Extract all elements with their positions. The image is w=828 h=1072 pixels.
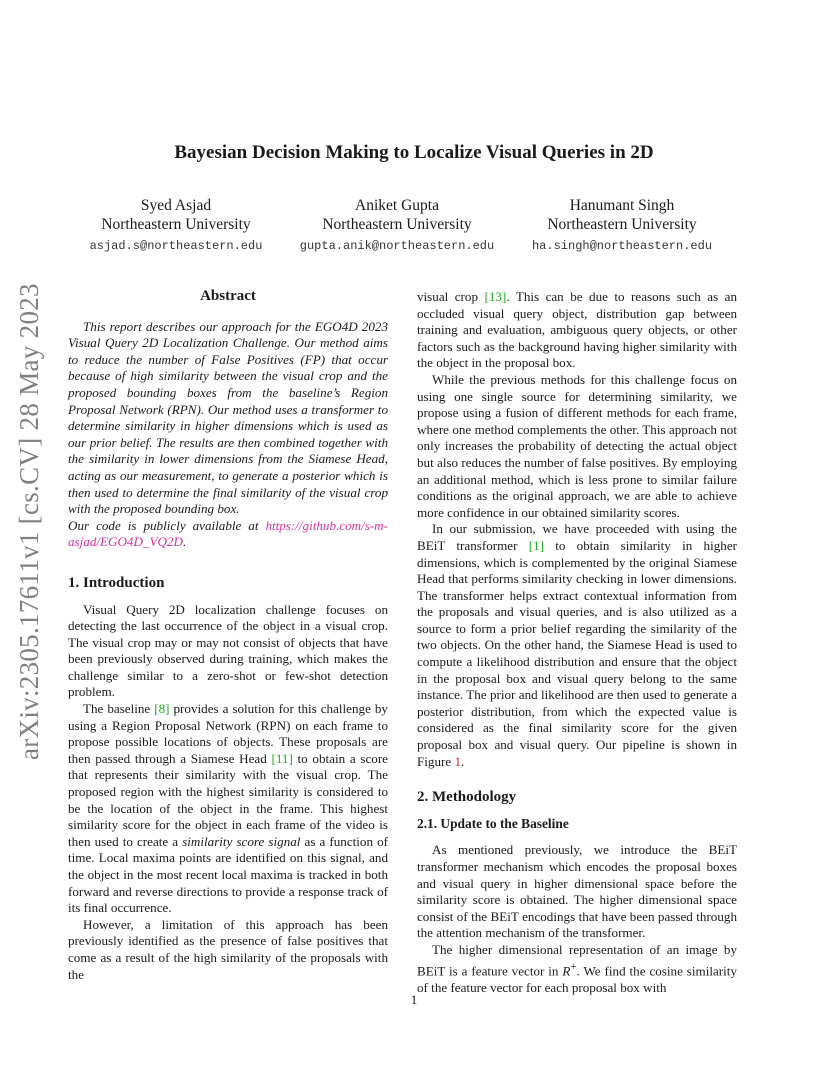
emphasis-text: similarity score signal bbox=[182, 833, 301, 849]
text-run: as a function of time. Local maxima points are identified on this signal, and the object in the most recent local maxima is tracked in both forward and reverse directions to provide a response track of its final occurrence. bbox=[68, 833, 389, 916]
text-run: . This can be due to reasons such as an occluded visual query object, distribution gap between training and evaluation, ambiguous query objects, or other factors such as the background having higher similarity with the object in the proposal box. bbox=[417, 289, 737, 371]
author-block bbox=[297, 196, 497, 256]
left-column bbox=[68, 288, 388, 983]
citation-link[interactable]: [8] bbox=[154, 701, 170, 717]
citation-link[interactable]: [11] bbox=[271, 750, 293, 766]
author-name: Aniket Gupta bbox=[355, 197, 439, 214]
author-email[interactable]: gupta.anik@northeastern.edu bbox=[299, 239, 495, 253]
text-run: . We find the cosine similarity of the feature vector for each proposal box with bbox=[417, 962, 737, 995]
text-run: In our submission, we have proceeded with using the BEiT transformer bbox=[417, 521, 737, 553]
abstract bbox=[68, 319, 388, 551]
author-affiliation: Northeastern University bbox=[322, 216, 472, 233]
author-affiliation: Northeastern University bbox=[547, 216, 697, 233]
text-run: provides a solution for this challenge by using a Region Proposal Network (RPN) on each frame to propose possible locations of objects. These proposals are then passed through a Siamese Head bbox=[68, 701, 388, 766]
author-name: Syed Asjad bbox=[140, 197, 212, 214]
method-paragraph: As mentioned previously, we introduce the BEiT transformer mechanism which encodes the proposal boxes and visual query in higher dimensional space before the similarity score is obtained. The higher dimensional space consist of the BEiT encodings that have been passed through the attention mechanism of the transformer. bbox=[417, 842, 737, 941]
text-run: . bbox=[461, 753, 465, 769]
page-number: 1 bbox=[410, 992, 418, 1007]
author-affiliation: Northeastern University bbox=[101, 216, 251, 233]
citation-link[interactable]: [1] bbox=[528, 537, 544, 553]
subsection-heading: 2.1. Update to the Baseline bbox=[417, 815, 569, 831]
intro-paragraph: However, a limitation of this approach has been previously identified as the presence of false positives that come as a result of the high similarity of the proposals with the bbox=[68, 916, 388, 982]
section-heading-methodology: 2. Methodology bbox=[417, 789, 517, 806]
code-availability-end: . bbox=[182, 534, 187, 550]
arxiv-identifier-stamp: arXiv:2305.17611v1 [cs.CV] 28 May 2023 bbox=[14, 283, 44, 760]
section-heading-introduction: 1. Introduction bbox=[68, 574, 165, 591]
intro-paragraph bbox=[417, 289, 737, 372]
text-run: visual crop bbox=[417, 289, 485, 304]
math-symbol: R bbox=[562, 962, 571, 978]
intro-paragraph bbox=[68, 701, 388, 917]
right-column bbox=[417, 289, 737, 996]
author-name: Hanumant Singh bbox=[569, 197, 675, 214]
figure-reference-link[interactable]: 1 bbox=[454, 753, 462, 769]
intro-paragraph bbox=[417, 521, 737, 770]
code-link[interactable]: https://github.com/s-m-asjad/EGO4D_VQ2D bbox=[68, 517, 388, 550]
intro-paragraph: While the previous methods for this challenge focus on using one single source for determining similarity, we propose using a fusion of different methods for each frame, where one method complements the other. This approach not only increases the probability of detecting the actual object but also reduces the number of false positives. By employing an additional method, which is less prone to similar failure conditions as the original approach, we are able to achieve more confidence in our obtained similarity scores. bbox=[417, 371, 738, 520]
math-superscript: + bbox=[570, 960, 577, 973]
author-block bbox=[526, 196, 718, 256]
author-email[interactable]: asjad.s@northeastern.edu bbox=[89, 239, 263, 253]
intro-paragraph: Visual Query 2D localization challenge focuses on detecting the last occurrence of the object in a visual crop. The visual crop may or may not consist of objects that have been previously observed during training, which makes the challenge similar to a zero-shot or few-shot detection problem. bbox=[68, 601, 388, 700]
author-email[interactable]: ha.singh@northeastern.edu bbox=[531, 239, 713, 253]
text-run: The higher dimensional representation of an image by BEiT is a feature vector in bbox=[417, 941, 737, 978]
abstract-heading: Abstract bbox=[200, 288, 256, 304]
text-run: to obtain similarity in higher dimensions, which is complemented by the original Siamese Head that performs similarity checking in lower dimensions. The transformer helps extract contextual information from the proposals and visual queries, and is also utilized as a source to form a prior belief regarding the similarity of the two objects. On the other hand, the Siamese Head is used to compute a likelihood distribution and ensure that the object in the proposal box and visual query belong to the same instance. The prior and likelihood are then used to generate a posterior distribution, from which the expected value is considered as the final similarity score for the given proposal box and visual query. Our pipeline is shown in Figure bbox=[417, 537, 737, 769]
abstract-text: This report describes our approach for the EGO4D 2023 Visual Query 2D Localization Challenge. Our method aims to reduce the number of False Positives (FP) that occur because of high similarity between the visual crop and the proposed bounding boxes from the baseline’s Region Proposal Network (RPN). Our method uses a transformer to determine similarity in higher dimensions which is used as our prior belief. The results are then combined together with the similarity in lower dimensions from the Siamese Head, acting as our measurement, to generate a posterior which is then used to determine the final similarity of the visual crop with the proposed bounding box. bbox=[68, 318, 388, 517]
text-run: to obtain a score that represents their similarity with the visual crop. The proposed region with the highest similarity is considered to be the location of the object in the frame. This highest similarity score for the object in each frame of the video is then used to create a bbox=[68, 750, 388, 849]
paper-title: Bayesian Decision Making to Localize Visual Queries in 2D bbox=[174, 142, 654, 163]
method-paragraph bbox=[417, 942, 737, 996]
code-availability-text: Our code is publicly available at bbox=[68, 517, 266, 533]
code-availability bbox=[68, 518, 388, 551]
author-block bbox=[88, 196, 264, 256]
text-run: The baseline bbox=[83, 701, 155, 717]
citation-link[interactable]: [13] bbox=[484, 289, 507, 304]
